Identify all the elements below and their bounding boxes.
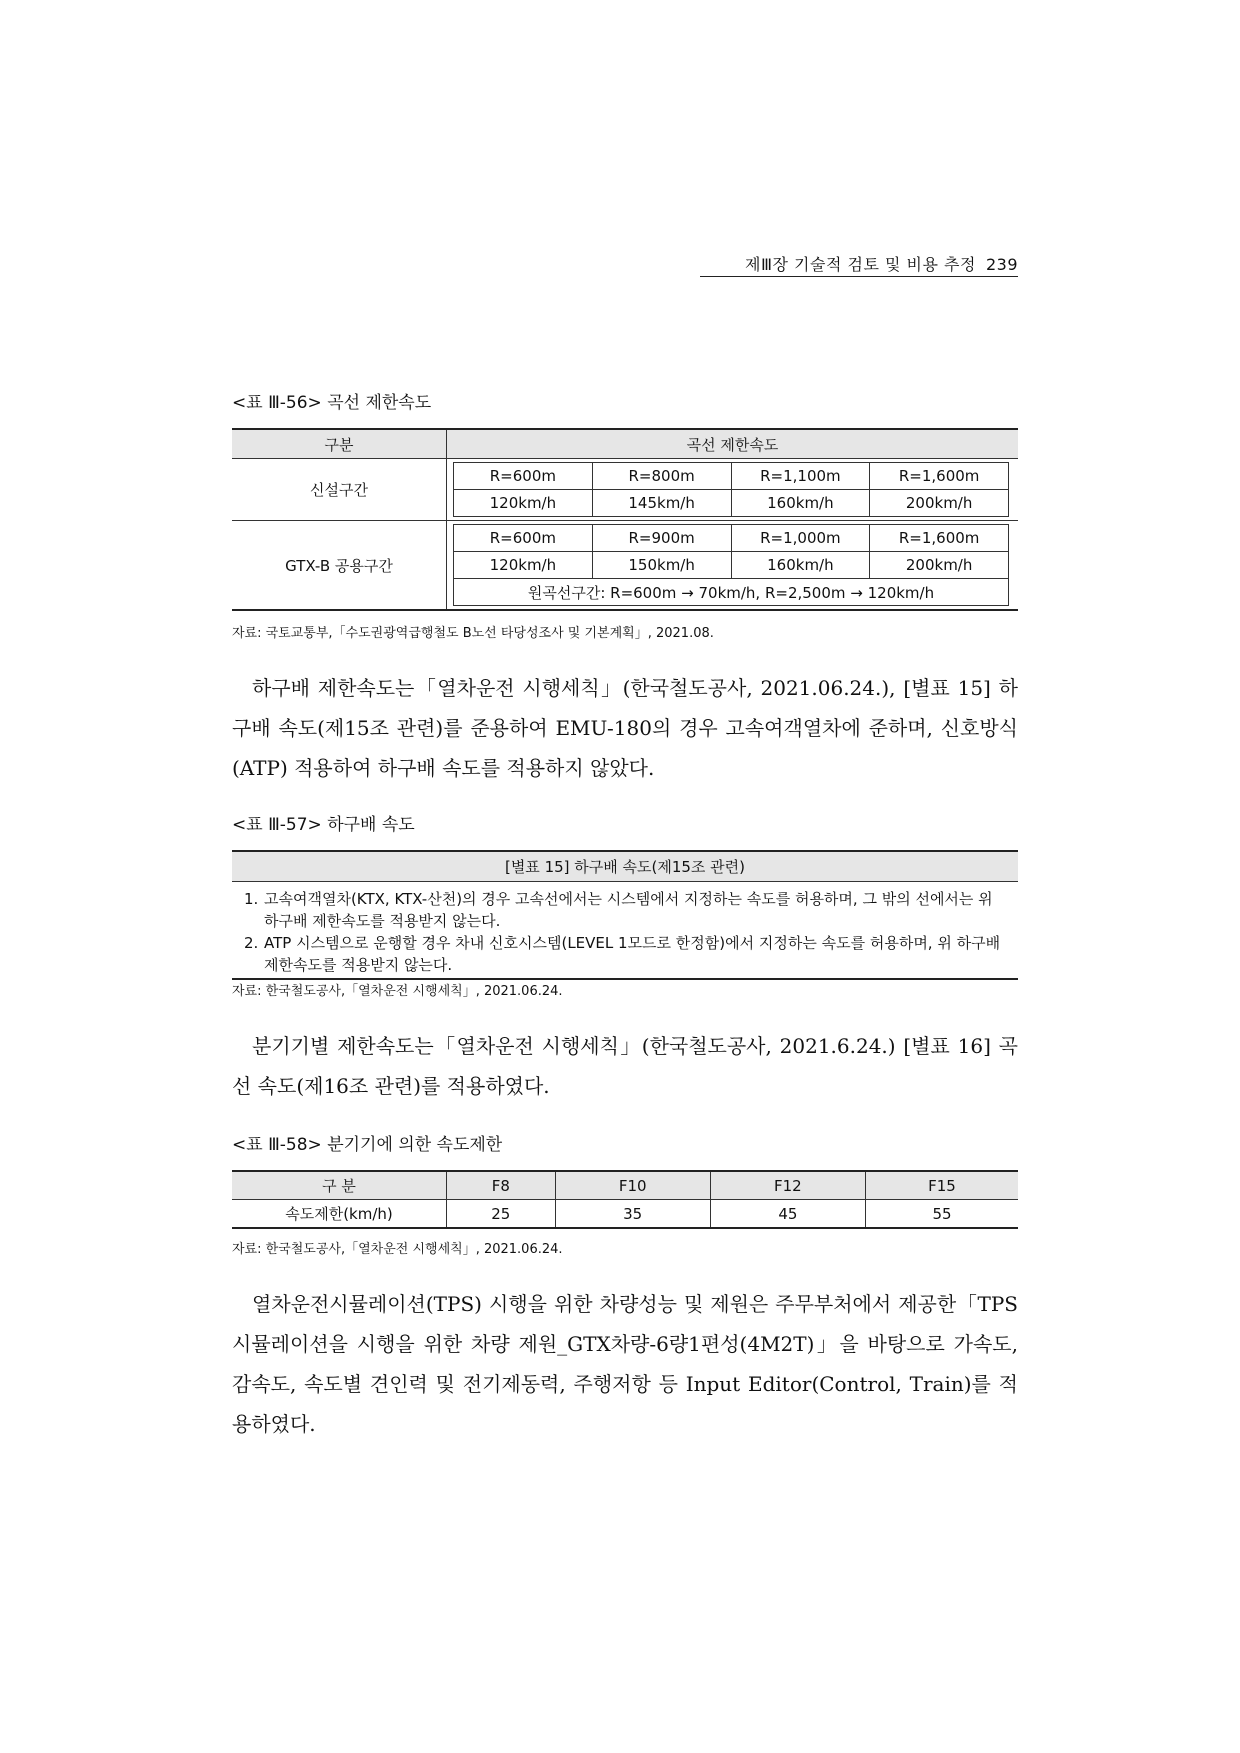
table-cell: 160km/h: [731, 490, 870, 517]
curve-speed-table: [232, 428, 1018, 611]
table-56-source: 자료: 국토교통부,「수도권광역급행철도 B노선 타당성조사 및 기본계획」, 2021.08.: [232, 626, 714, 641]
table-head-category: 구분: [232, 429, 447, 459]
paragraph-text: 분기기별 제한속도는「열차운전 시행세칙」(한국철도공사, 2021.6.24.) [별표 16] 곡선 속도(제16조 관련)를 적용하였다.: [232, 1034, 1018, 1098]
table-head-annex-15: [별표 15] 하구배 속도(제15조 관련): [232, 851, 1018, 882]
table-58-source: 자료: 한국철도공사,「열차운전 시행세칙」, 2021.06.24.: [232, 1242, 563, 1257]
table-cell: 200km/h: [870, 552, 1009, 579]
item-text: 고속여객열차(KTX, KTX-산천)의 경우 고속선에서는 시스템에서 지정하는 속도를 허용하며, 그 밖의 선에서는 위 하구배 제한속도를 적용받지 않는다.: [264, 890, 993, 930]
table-cell: 25: [447, 1200, 556, 1229]
table-cell: 55: [865, 1200, 1018, 1229]
table-cell: 45: [710, 1200, 865, 1229]
table-cell: R=1,100m: [731, 463, 870, 490]
table-cell: R=1,000m: [731, 525, 870, 552]
paragraph-text: 하구배 제한속도는「열차운전 시행세칙」(한국철도공사, 2021.06.24.), [별표 15] 하구배 속도(제15조 관련)를 준용하여 EMU-180의 경우 고속여객열차에 준하며, 신호방식(ATP) 적용하여 하구배 속도를 적용하지 않았다.: [232, 676, 1018, 780]
paragraph-text: 열차운전시뮬레이션(TPS) 시행을 위한 차량성능 및 제원은 주무부처에서 제공한「TPS 시뮬레이션을 시행을 위한 차량 제원_GTX차량-6량1편성(4M2T)」을 바탕으로 가속도, 감속도, 속도별 견인력 및 전기제동력, 주행저항 등 Input Editor(Control, Train)를 적용하였다.: [232, 1292, 1018, 1436]
page-number: 239: [985, 255, 1018, 274]
table-cell: 145km/h: [592, 490, 731, 517]
table-cell: 150km/h: [592, 552, 731, 579]
table-cell: 속도제한(km/h): [232, 1200, 447, 1229]
table-cell: 160km/h: [731, 552, 870, 579]
table-cell: R=800m: [592, 463, 731, 490]
table-head-f12: F12: [710, 1171, 865, 1200]
chapter-title: 제Ⅲ장 기술적 검토 및 비용 추정: [745, 255, 976, 274]
table-cell: R=1,600m: [870, 463, 1009, 490]
table-58-caption: <표 Ⅲ-58> 분기기에 의한 속도제한: [232, 1135, 503, 1155]
table-cell: R=600m: [454, 463, 593, 490]
table-head-f10: F10: [555, 1171, 710, 1200]
item-number: 2.: [244, 934, 259, 952]
new-section-grid: [453, 462, 1009, 517]
gtx-b-shared-grid: [453, 524, 1009, 606]
table-cell: R=900m: [592, 525, 731, 552]
table-57-source: 자료: 한국철도공사,「열차운전 시행세칙」, 2021.06.24.: [232, 984, 563, 999]
paragraph-tps-simulation: [232, 1284, 1018, 1444]
table-cell: R=600m: [454, 525, 593, 552]
table-cell: 120km/h: [454, 490, 593, 517]
list-item: [244, 888, 1010, 932]
list-item: [244, 932, 1010, 976]
row-label-new-section: 신설구간: [232, 459, 447, 521]
table-head-category: 구 분: [232, 1171, 447, 1200]
paragraph-downgrade-speed: [232, 668, 1018, 788]
item-text: ATP 시스템으로 운행할 경우 차내 신호시스템(LEVEL 1모드로 한정함)에서 지정하는 속도를 허용하며, 위 하구배 제한속도를 적용받지 않는다.: [264, 934, 1001, 974]
item-number: 1.: [244, 890, 259, 908]
table-head-f15: F15: [865, 1171, 1018, 1200]
circular-curve-note: 원곡선구간: R=600m → 70km/h, R=2,500m → 120km/h: [454, 579, 1009, 606]
paragraph-turnout-speed: [232, 1026, 1018, 1106]
row-label-gtx-b-shared: GTX-B 공용구간: [232, 521, 447, 611]
table-56-caption: <표 Ⅲ-56> 곡선 제한속도: [232, 393, 432, 413]
table-cell: R=1,600m: [870, 525, 1009, 552]
header-rule: [700, 276, 1018, 277]
downgrade-speed-table: [232, 850, 1018, 980]
table-head-curve-speed: 곡선 제한속도: [447, 429, 1019, 459]
turnout-speed-table: [232, 1170, 1018, 1229]
table-cell: 200km/h: [870, 490, 1009, 517]
table-cell: 120km/h: [454, 552, 593, 579]
running-header: [745, 252, 1018, 275]
table-57-caption: <표 Ⅲ-57> 하구배 속도: [232, 815, 415, 835]
table-cell: 35: [555, 1200, 710, 1229]
table-head-f8: F8: [447, 1171, 556, 1200]
